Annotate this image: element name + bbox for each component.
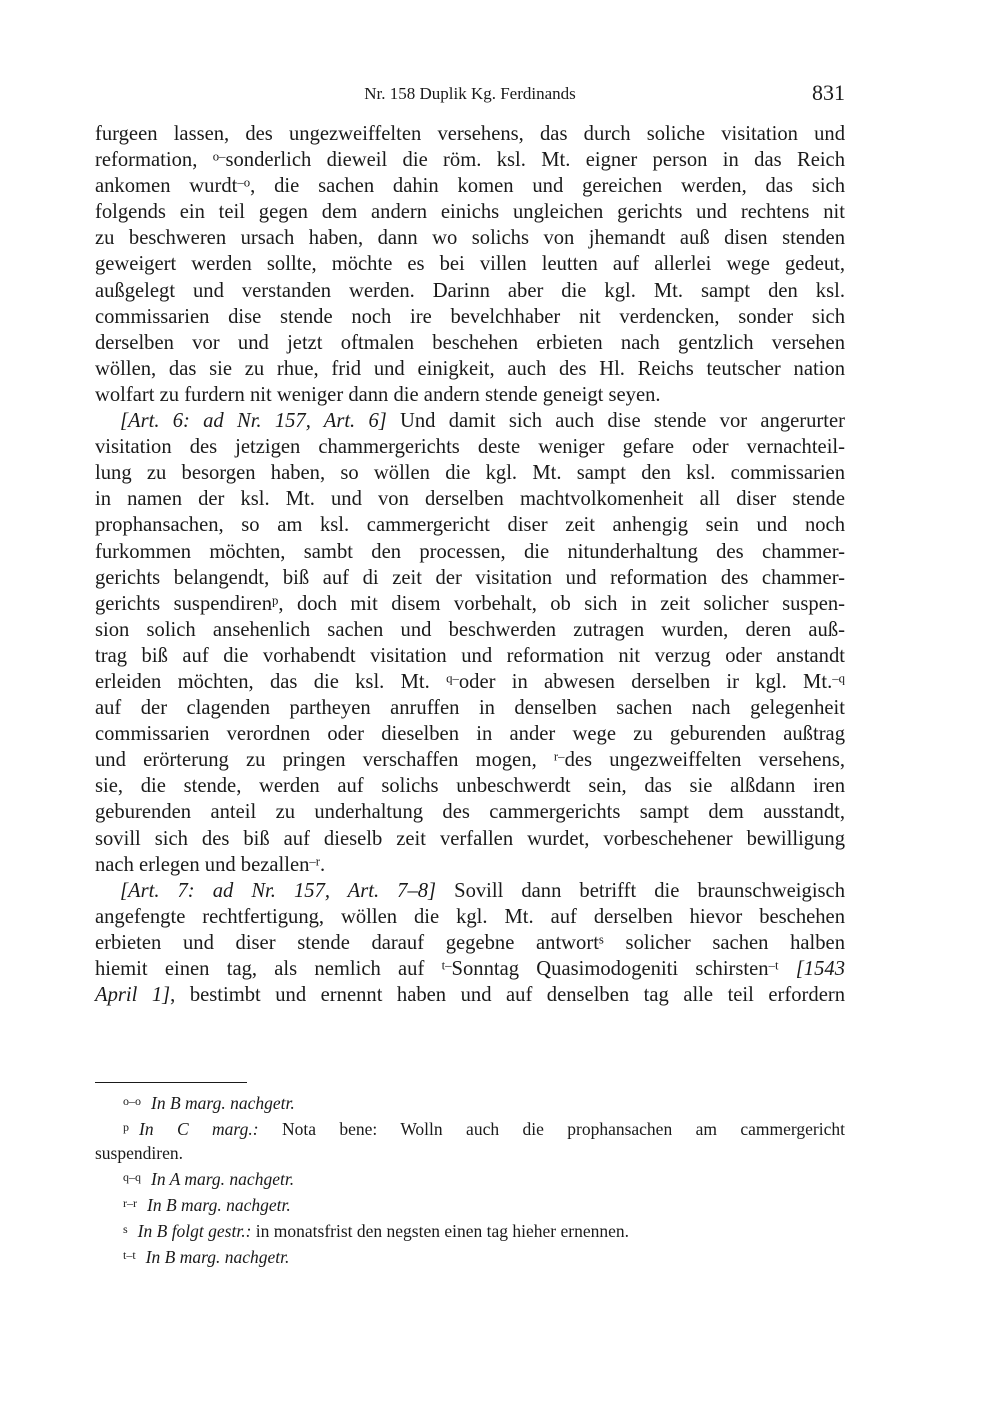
text-line: wolfart zu furdern nit weniger dann die andern stende geneigt seyen. xyxy=(95,383,661,406)
footnote: q–q In A marg. nachgetr. xyxy=(95,1165,845,1191)
text-line: [Art. 6: ad Nr. 157, Art. 6] Und damit sich auch dise stende vor angerurter xyxy=(120,410,845,433)
text-line: prophansachen, so am ksl. cammergericht diser zeit anhengig sein und noch xyxy=(95,514,845,537)
page-number: 831 xyxy=(812,80,845,105)
date-annotation: [1543 xyxy=(778,958,845,980)
footnote-mark: o–o xyxy=(123,1094,141,1108)
footnote-marker: r– xyxy=(553,749,565,764)
footnote-marker: p xyxy=(272,593,279,608)
footnote: o–o In B marg. nachgetr. xyxy=(95,1089,845,1115)
footnote: t–t In B marg. nachgetr. xyxy=(95,1243,845,1269)
footnote-mark: r–r xyxy=(123,1196,137,1210)
footnote: r–r In B marg. nachgetr. xyxy=(95,1191,845,1217)
article-reference: [Art. 6: ad Nr. 157, Art. 6] xyxy=(120,410,387,433)
text-line: lung zu besorgen haben, so wöllen die kgl. Mt. sampt den ksl. commissarien xyxy=(95,462,845,485)
footnote-marker: –q xyxy=(832,671,845,686)
running-header xyxy=(95,80,845,110)
footnote-mark: t–t xyxy=(123,1248,136,1262)
footnote-marker: –o xyxy=(237,175,251,190)
text-line: in namen der ksl. Mt. und von derselben machtvolkomenheit all diser stende xyxy=(95,488,845,511)
text-line: auf der clagenden partheyen anruffen in denselben sachen nach gelegenheit xyxy=(95,697,845,720)
footnote-mark: p xyxy=(123,1120,129,1134)
text-line: commissarien dise stende noch ire bevelchhaber nit verdencken, sonder sich xyxy=(95,305,845,328)
text-line: geweigert werden sollte, möchte es bei villen leutten auf allerlei wege gedeut, xyxy=(95,253,845,276)
footnote-mark: q–q xyxy=(123,1170,141,1184)
footnote-marker: q– xyxy=(446,671,459,686)
text-line: April 1], bestimbt und ernennt haben und auf denselben tag alle teil erfordern xyxy=(95,984,845,1007)
text-line: erleiden möchten, das die ksl. Mt. $^{q-}$oder in abwesen derselben ir kgl. Mt.$^{-q}$ xyxy=(95,670,845,693)
text-line: hiemit einen tag, als nemlich auf $^{t-}$Sonntag Quasimodogeniti schirsten$^{-t}$ [1543 xyxy=(95,958,845,980)
date-annotation: April 1] xyxy=(95,984,171,1007)
text-line: sion solich ansehenlich sachen und beschwerden zutragen wurden, deren auß- xyxy=(95,618,845,641)
text-line: gerichts belangendt, biß auf di zeit der visitation und reformation des chammer- xyxy=(95,566,845,589)
text-line: und erörterung zu pringen verschaffen mogen, $^{r-}$des ungezweiffelten versehens, xyxy=(95,749,845,772)
footnote: s In B folgt gestr.: in monatsfrist den negsten einen tag hieher ernennen. xyxy=(95,1217,845,1243)
footnote-mark: s xyxy=(123,1222,128,1236)
main-text xyxy=(95,121,845,1008)
footnote-marker: o– xyxy=(212,149,226,164)
text-line: derselben vor und jetzt oftmalen beschehen erbieten nach gentzlich versehen xyxy=(95,331,845,354)
header-title: Nr. 158 Duplik Kg. Ferdinands xyxy=(364,84,576,103)
text-line: commissarien verordnen oder dieselben in ander wege zu geburenden außtrag xyxy=(95,723,845,746)
article-reference: [Art. 7: ad Nr. 157, Art. 7–8] xyxy=(120,879,437,902)
footnote-marker: –r xyxy=(309,854,321,869)
footnote: p In C marg.: Nota bene: Wolln auch die prophansachen am cammergericht xyxy=(95,1115,845,1141)
footnote-marker: –t xyxy=(768,958,779,973)
text-line: außgelegt und verstanden werden. Darinn aber die kgl. Mt. sampt den ksl. xyxy=(95,279,845,302)
text-line: sie, die stende, werden auf solichs unbeschwerdt sein, das sie alßdann iren xyxy=(95,775,845,798)
text-line: [Art. 7: ad Nr. 157, Art. 7–8] Sovill dann betrifft die braunschweigisch xyxy=(120,879,845,902)
text-line: erbieten und diser stende darauf gegebne antwort$^s$ solicher sachen halben xyxy=(95,931,845,954)
text-line: gerichts suspendiren$^p$, doch mit disem vorbehalt, ob sich in zeit solicher suspen- xyxy=(95,592,845,615)
text-line: nach erlegen und bezallen$^{-r}$. xyxy=(95,853,326,876)
text-line: folgends ein teil gegen dem andern einichs ungleichen gerichts und rechtens nit xyxy=(95,201,845,224)
footnotes xyxy=(95,1082,845,1269)
footnote-marker: s xyxy=(598,932,604,947)
footnote-marker: t– xyxy=(441,958,452,973)
text-line: zu beschweren ursach haben, dann wo solichs von jhemandt auß disen stenden xyxy=(95,227,845,250)
text-line: ankomen wurdt$^{-o}$, die sachen dahin komen und gereichen werden, das sich xyxy=(95,175,845,198)
text-line: angefengte rechtfertigung, wöllen die kgl. Mt. auf derselben hievor beschehen xyxy=(95,905,845,928)
text-line: reformation, $^{o-}$sonderlich dieweil die röm. ksl. Mt. eigner person in das Reich xyxy=(95,149,845,172)
text-line: furkommen möchten, sambt den processen, die nitunderhaltung des chammer- xyxy=(95,540,845,563)
footnote-rule xyxy=(95,1082,247,1083)
text-line: visitation des jetzigen chammergerichts deste weniger gefare oder vernachteil- xyxy=(95,436,845,459)
footnote-continuation: suspendiren. xyxy=(95,1143,183,1163)
text-line: geburenden anteil zu underhaltung des cammergerichts sampt dem ausstandt, xyxy=(95,801,845,824)
text-line: furgeen lassen, des ungezweiffelten versehens, das durch soliche visitation und xyxy=(95,123,845,145)
text-line: sovill sich des biß auf dieselb zeit verfallen wurdet, vorbeschehener bewilligung xyxy=(95,827,845,850)
text-line: wöllen, das sie zu rhue, frid und einigkeit, auch des Hl. Reichs teutscher nation xyxy=(95,357,845,380)
text-line: trag biß auf die vorhabendt visitation und reformation nit verzug oder anstandt xyxy=(95,644,845,667)
